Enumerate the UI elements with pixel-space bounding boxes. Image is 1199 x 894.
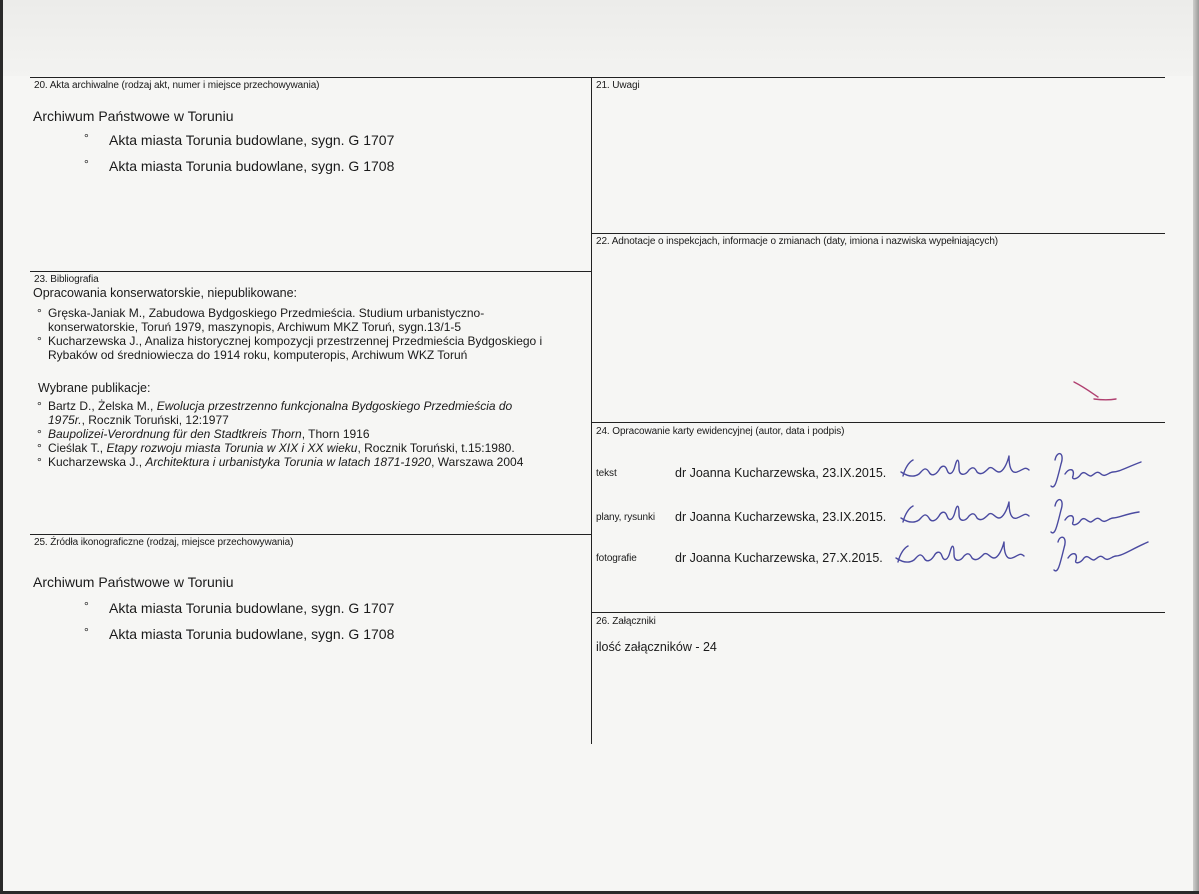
list-item [37,441,523,455]
list-item-continued: Rybaków od średniowiecza do 1914 roku, komputeropis, Archiwum WKZ Toruń [48,348,468,362]
pub-title: Architektura i urbanistyka Torunia w latach 1871-1920 [145,455,432,469]
pub-details: , Rocznik Toruński, 12:1977 [81,413,229,427]
pub-details: , Warszawa 2004 [431,455,524,469]
section-23-header: 23. Bibliografia [34,274,99,285]
section-22-header: 22. Adnotacje o inspekcjach, informacje o zmianach (daty, imiona i nazwiska wypełniających) [596,236,999,247]
row-label: fotografie [596,553,637,564]
section-20-item: Akta miasta Torunia budowlane, sygn. G 1708 [109,158,395,174]
rule-26 [592,612,1165,613]
pub-authors: Kucharzewska J., [48,455,146,469]
bullet-icon: ° [84,157,89,171]
unpublished-list [37,306,542,362]
pub-title: Etapy rozwoju miasta Torunia w XIX i XX wieku [106,441,358,455]
section-21-header: 21. Uwagi [596,80,640,91]
section-25-item: Akta miasta Torunia budowlane, sygn. G 1708 [109,626,395,642]
bullet-icon: ° [84,599,89,613]
signature-icon [890,532,1155,582]
section-20-item: Akta miasta Torunia budowlane, sygn. G 1707 [109,132,395,148]
list-item-continued [37,413,523,427]
row-value: dr Joanna Kucharzewska, 27.X.2015. [675,551,883,565]
bullet-icon: ° [84,625,89,639]
rule-25 [30,534,591,535]
section-25-institution: Archiwum Państwowe w Toruniu [33,574,234,590]
list-item-continued: konserwatorskie, Toruń 1979, maszynopis, Archiwum MKZ Toruń, sygn.13/1-5 [48,320,462,334]
pen-mark-icon [1070,378,1120,404]
scan-left-edge [0,0,3,894]
pub-details: , Thorn 1916 [301,427,370,441]
list-item: ° Kucharzewska J., Analiza historycznej kompozycji przestrzennej Przedmieścia Bydgoskiego i [37,334,542,348]
list-item [37,455,523,469]
scan-right-edge [1193,0,1199,894]
row-label: tekst [596,468,617,479]
selected-title: Wybrane publikacje: [38,381,151,395]
section-26-header: 26. Załączniki [596,616,656,627]
attachments-count: ilość załączników - 24 [596,640,717,654]
signature-icon [895,446,1155,496]
top-rule [30,77,1165,78]
publications-list [37,399,523,469]
pub-authors: Cieślak T., [48,441,107,455]
page-top-shade [0,0,1199,76]
unpublished-title: Opracowania konserwatorskie, niepublikowane: [33,286,298,300]
rule-22 [592,233,1165,234]
section-25-item: Akta miasta Torunia budowlane, sygn. G 1707 [109,600,395,616]
row-label: plany, rysunki [596,512,655,523]
pub-title: Ewolucja przestrzenno funkcjonalna Bydgoskiego Przedmieścia do [156,399,513,413]
rule-23 [30,271,591,272]
list-item [37,427,523,441]
pub-details: , Rocznik Toruński, t.15:1980. [357,441,515,455]
section-20-institution: Archiwum Państwowe w Toruniu [33,108,234,124]
rule-24 [592,422,1165,423]
row-value: dr Joanna Kucharzewska, 23.IX.2015. [675,510,887,524]
row-value: dr Joanna Kucharzewska, 23.IX.2015. [675,466,887,480]
section-20-header: 20. Akta archiwalne (rodzaj akt, numer i miejsce przechowywania) [34,80,320,91]
list-item: ° Gręska-Janiak M., Zabudowa Bydgoskiego Przedmieścia. Studium urbanistyczno- [37,306,542,320]
bullet-icon: ° [84,131,89,145]
list-item [37,399,523,413]
pub-title: Baupolizei-Verordnung für den Stadtkreis Thorn [48,427,302,441]
center-divider [591,77,592,744]
section-24-header: 24. Opracowanie karty ewidencyjnej (autor, data i podpis) [596,426,845,437]
section-25-header: 25. Źródła ikonograficzne (rodzaj, miejsce przechowywania) [34,537,294,548]
pub-authors: Bartz D., Żelska M., [48,399,157,413]
pub-title: 1975r. [48,413,82,427]
